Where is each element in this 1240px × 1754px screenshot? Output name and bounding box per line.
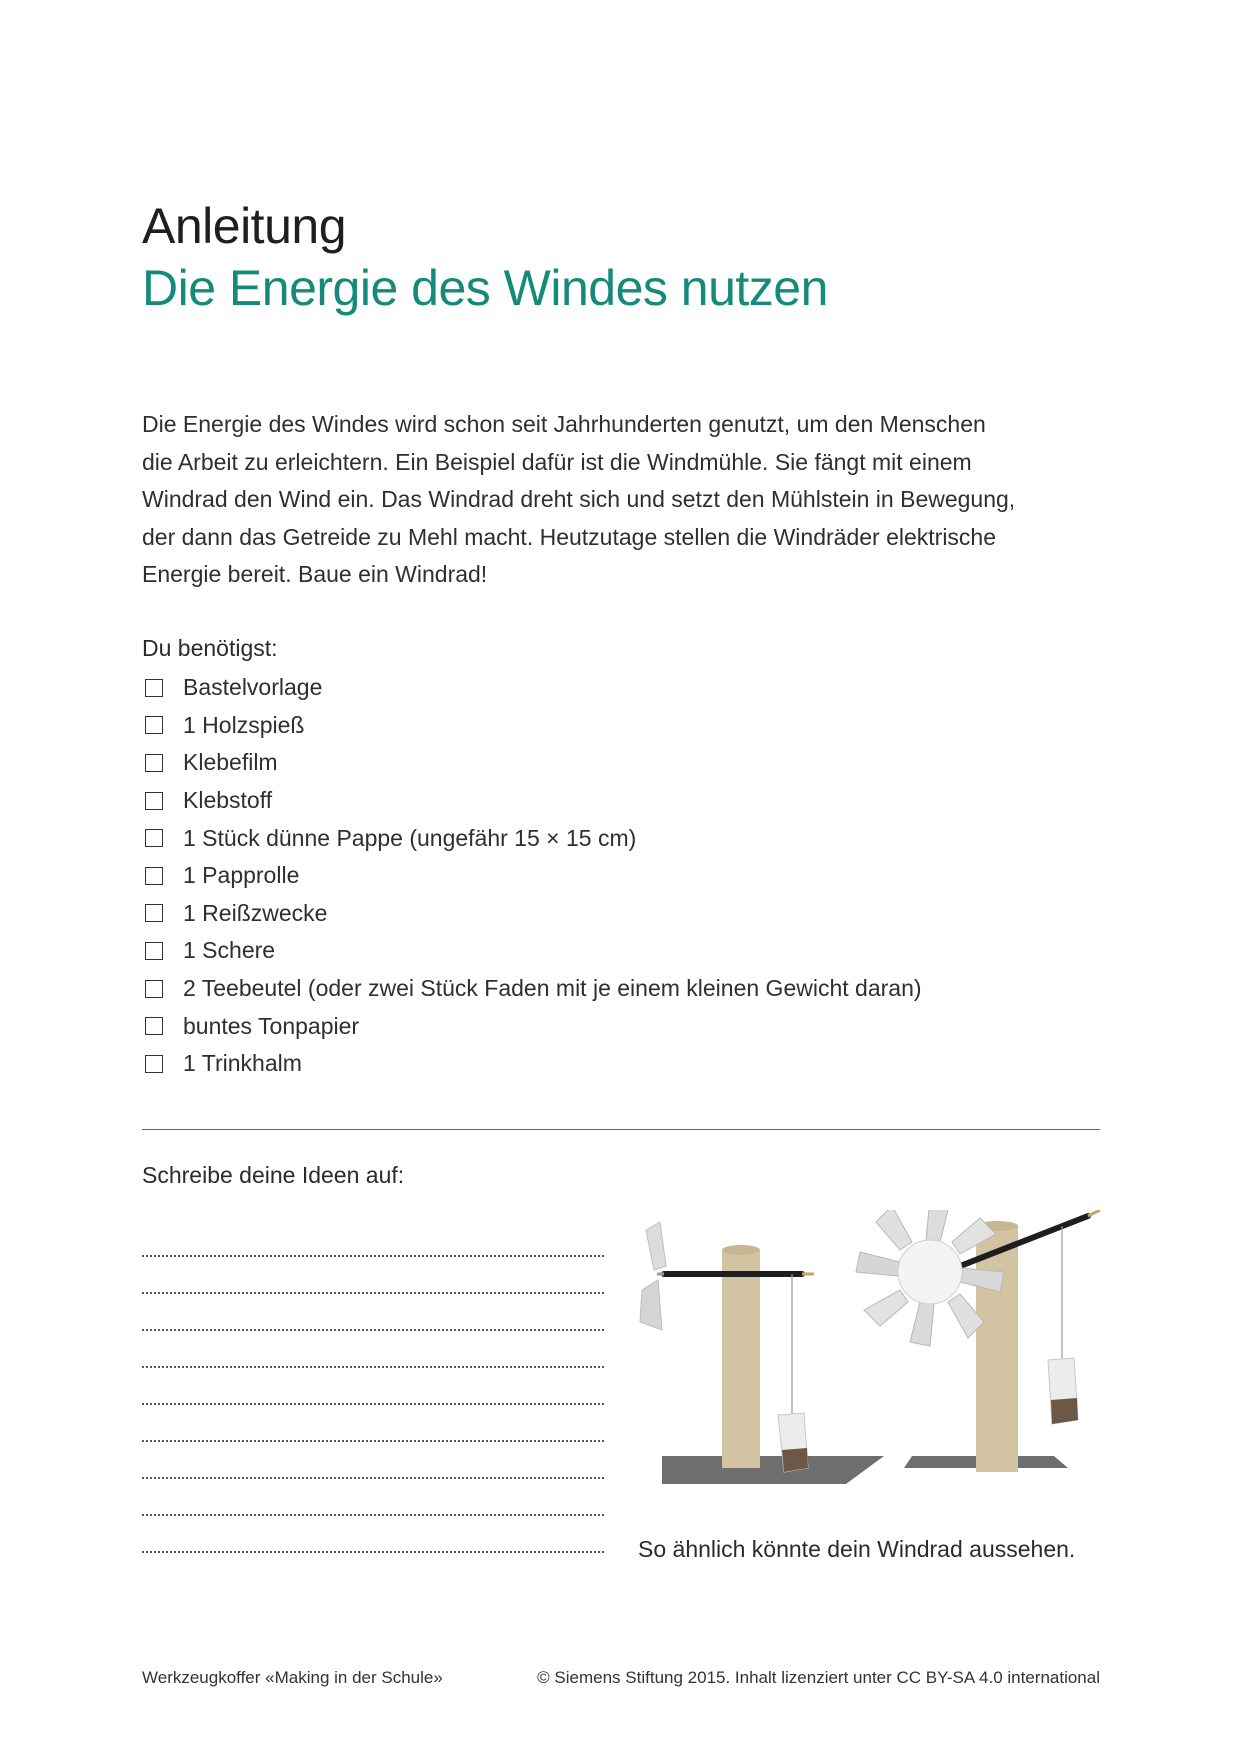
material-label: buntes Tonpapier (183, 1012, 360, 1039)
section-divider (142, 1129, 1100, 1130)
tea-bag-content (782, 1448, 808, 1472)
skewer-tip (1088, 1210, 1100, 1216)
materials-list (145, 669, 922, 1083)
windmill-illustration (632, 1210, 1112, 1520)
material-label: 1 Trinkhalm (183, 1050, 302, 1077)
intro-line: Die Energie des Windes wird schon seit Jahrhunderten genutzt, um den Menschen (142, 411, 986, 437)
material-item (145, 932, 922, 970)
cardboard-tube (976, 1226, 1018, 1472)
writing-line[interactable] (142, 1403, 604, 1405)
material-label: 1 Holzspieß (183, 711, 305, 738)
material-item (145, 857, 922, 895)
material-item (145, 895, 922, 933)
writing-line[interactable] (142, 1329, 604, 1331)
material-label: Klebstoff (183, 787, 273, 814)
writing-line[interactable] (142, 1292, 604, 1294)
page-title: Anleitung (142, 198, 346, 254)
writing-line[interactable] (142, 1366, 604, 1368)
material-label: 2 Teebeutel (oder zwei Stück Faden mit je einem kleinen Gewicht daran) (183, 975, 922, 1002)
material-item (145, 782, 922, 820)
checkbox[interactable] (145, 679, 163, 697)
material-item (145, 669, 922, 707)
tea-bag-content (1051, 1398, 1078, 1424)
rotor-hub (898, 1240, 962, 1304)
checkbox[interactable] (145, 1055, 163, 1073)
checkbox[interactable] (145, 867, 163, 885)
material-item (145, 970, 922, 1008)
blade (640, 1280, 662, 1330)
intro-line: die Arbeit zu erleichtern. Ein Beispiel dafür ist die Windmühle. Sie fängt mit einem (142, 448, 972, 475)
material-item (145, 1045, 922, 1083)
material-label: 1 Papprolle (183, 862, 300, 889)
footer-right: © Siemens Stiftung 2015. Inhalt lizenziert unter CC BY-SA 4.0 international (537, 1668, 1100, 1687)
blade (646, 1222, 666, 1270)
material-item (145, 1007, 922, 1045)
checkbox[interactable] (145, 829, 163, 847)
illustration-caption: So ähnlich könnte dein Windrad aussehen. (638, 1536, 1076, 1562)
material-label: Bastelvorlage (183, 674, 323, 701)
checkbox[interactable] (145, 1017, 163, 1035)
writing-line[interactable] (142, 1440, 604, 1442)
checkbox[interactable] (145, 716, 163, 734)
intro-text (142, 406, 1122, 594)
writing-line[interactable] (142, 1477, 604, 1479)
base-plate (662, 1456, 884, 1484)
checkbox[interactable] (145, 754, 163, 772)
intro-line: Windrad den Wind ein. Das Windrad dreht sich und setzt den Mühlstein in Bewegung, (142, 486, 1016, 512)
footer-left: Werkzeugkoffer «Making in der Schule» (142, 1668, 443, 1687)
checkbox[interactable] (145, 792, 163, 810)
material-label: 1 Stück dünne Pappe (ungefähr 15 × 15 cm) (183, 824, 637, 851)
checkbox[interactable] (145, 980, 163, 998)
writing-line[interactable] (142, 1551, 604, 1553)
material-label: 1 Reißzwecke (183, 899, 328, 926)
checkbox[interactable] (145, 942, 163, 960)
windmill-side-view (640, 1222, 884, 1510)
material-item (145, 819, 922, 857)
page-subtitle: Die Energie des Windes nutzen (142, 260, 828, 316)
material-item (145, 744, 922, 782)
material-item (145, 707, 922, 745)
cardboard-tube (722, 1250, 760, 1468)
material-label: 1 Schere (183, 937, 276, 964)
writing-line[interactable] (142, 1514, 604, 1516)
material-label: Klebefilm (183, 749, 278, 776)
intro-line: der dann das Getreide zu Mehl macht. Heutzutage stellen die Windräder elektrische (142, 523, 997, 550)
checkbox[interactable] (145, 904, 163, 922)
windmill-front-view (856, 1210, 1100, 1472)
ideas-heading: Schreibe deine Ideen auf: (142, 1162, 405, 1188)
writing-line[interactable] (142, 1255, 604, 1257)
materials-heading: Du benötigst: (142, 635, 278, 661)
tube-top (722, 1245, 760, 1255)
intro-line: Energie bereit. Baue ein Windrad! (142, 561, 488, 587)
